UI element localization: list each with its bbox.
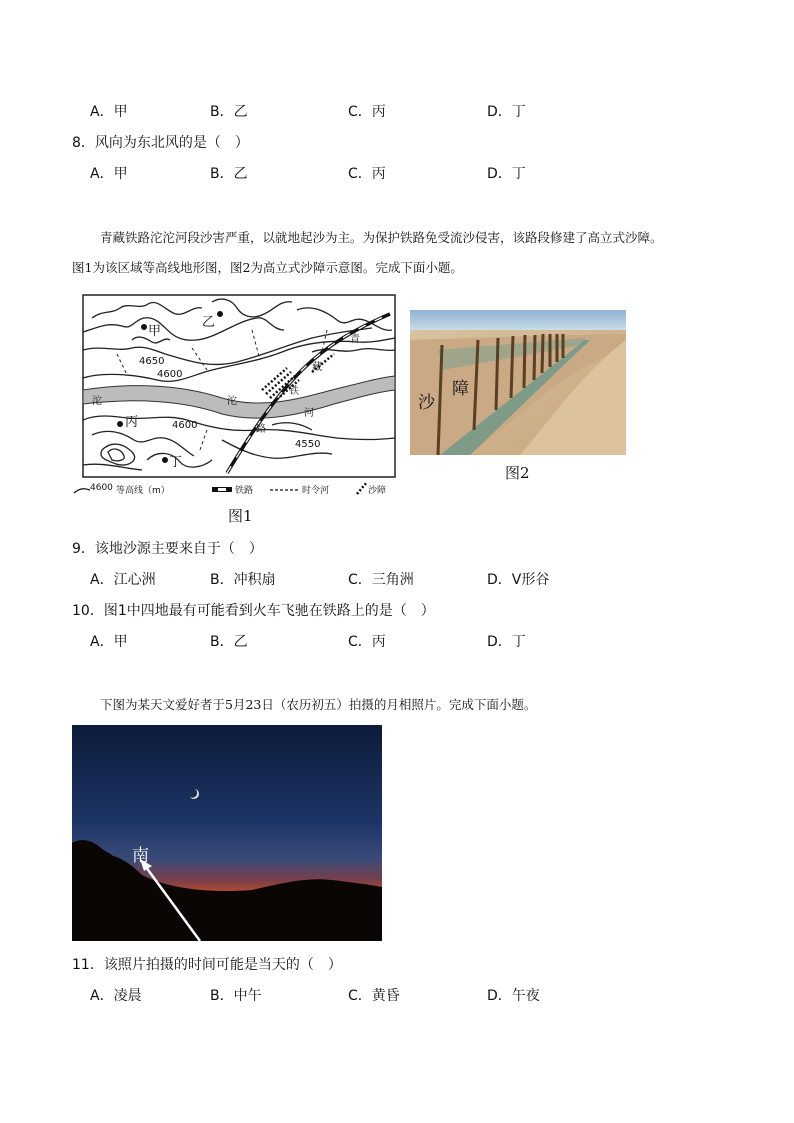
q7-option-c[interactable]: C．丙 — [348, 104, 386, 120]
label-bing: 丙 — [125, 415, 139, 430]
label-zang: 藏 — [312, 362, 322, 373]
label-jia: 甲 — [148, 324, 162, 339]
moon-photo-svg — [72, 725, 382, 941]
label-ding: 丁 — [169, 455, 183, 470]
label-tuo2: 沱 — [227, 396, 237, 407]
photo-label-south: 南 — [132, 846, 149, 866]
label-tie: 铁 — [289, 386, 299, 397]
q10-option-c[interactable]: C．丙 — [348, 634, 386, 650]
label-c4600b: 4600 — [172, 420, 198, 431]
label-c4550: 4550 — [295, 439, 321, 450]
passage1-line1: 青藏铁路沱沱河段沙害严重，以就地起沙为主。为保护铁路免受流沙侵害，该路段修建了高立式沙障。 — [100, 230, 663, 245]
photo2-label-sha: 沙 — [418, 393, 435, 413]
label-c4600a: 4600 — [157, 369, 183, 380]
label-qing: 青 — [350, 334, 360, 345]
q7-option-b[interactable]: B．乙 — [210, 104, 248, 120]
figure1-svg — [72, 290, 402, 500]
q9-option-a[interactable]: A．江心洲 — [90, 572, 156, 588]
q8-option-d[interactable]: D．丁 — [487, 166, 526, 182]
figure2-caption: 图2 — [505, 464, 530, 482]
q10-option-d[interactable]: D．丁 — [487, 634, 526, 650]
photo2-label-zhang: 障 — [452, 379, 469, 399]
q9-stem: 9．该地沙源主要来自于（ ） — [72, 541, 263, 557]
point-yi — [217, 311, 223, 317]
q11-option-a[interactable]: A．凌晨 — [90, 988, 142, 1004]
figure1-caption: 图1 — [228, 507, 253, 525]
label-yi: 乙 — [202, 315, 216, 330]
point-bing — [117, 421, 123, 427]
q7-option-a[interactable]: A．甲 — [90, 104, 128, 120]
q10-option-a[interactable]: A．甲 — [90, 634, 128, 650]
label-c4650: 4650 — [139, 356, 165, 367]
figure2-svg — [410, 310, 626, 455]
q8-option-b[interactable]: B．乙 — [210, 166, 248, 182]
q10-stem: 10．图1中四地最有可能看到火车飞驰在铁路上的是（ ） — [72, 603, 435, 619]
point-jia — [141, 324, 147, 330]
point-ding — [162, 457, 168, 463]
q10-option-b[interactable]: B．乙 — [210, 634, 248, 650]
legend-contour-label: 等高线（m） — [116, 486, 170, 496]
q9-option-c[interactable]: C．三角洲 — [348, 572, 414, 588]
legend-railway-label: 铁路 — [235, 486, 254, 496]
figure1-map — [72, 290, 402, 500]
legend-contour-value: 4600 — [90, 483, 113, 493]
q11-option-c[interactable]: C．黄昏 — [348, 988, 400, 1004]
q9-option-b[interactable]: B．冲积扇 — [210, 572, 276, 588]
label-he: 河 — [304, 408, 314, 419]
q11-option-b[interactable]: B．中午 — [210, 988, 262, 1004]
label-tuo1: 沱 — [92, 396, 102, 407]
figure2-photo — [410, 310, 626, 455]
q8-option-a[interactable]: A．甲 — [90, 166, 128, 182]
passage2-line1: 下图为某天文爱好者于5月23日（农历初五）拍摄的月相照片。完成下面小题。 — [100, 697, 537, 712]
passage1-line2: 图1为该区域等高线地形图，图2为高立式沙障示意图。完成下面小题。 — [72, 260, 463, 275]
q8-stem: 8．风向为东北风的是（ ） — [72, 135, 249, 151]
q11-stem: 11．该照片拍摄的时间可能是当天的（ ） — [72, 957, 342, 973]
legend-sand-barrier-label: 沙障 — [368, 486, 387, 496]
q8-option-c[interactable]: C．丙 — [348, 166, 386, 182]
moon-photo — [72, 725, 382, 941]
q11-option-d[interactable]: D．午夜 — [487, 988, 540, 1004]
label-lu: 路 — [256, 424, 266, 435]
q9-option-d[interactable]: D．V形谷 — [487, 572, 550, 588]
q7-option-d[interactable]: D．丁 — [487, 104, 526, 120]
legend-seasonal-river-label: 时令河 — [302, 486, 330, 496]
map-legend — [74, 482, 386, 496]
